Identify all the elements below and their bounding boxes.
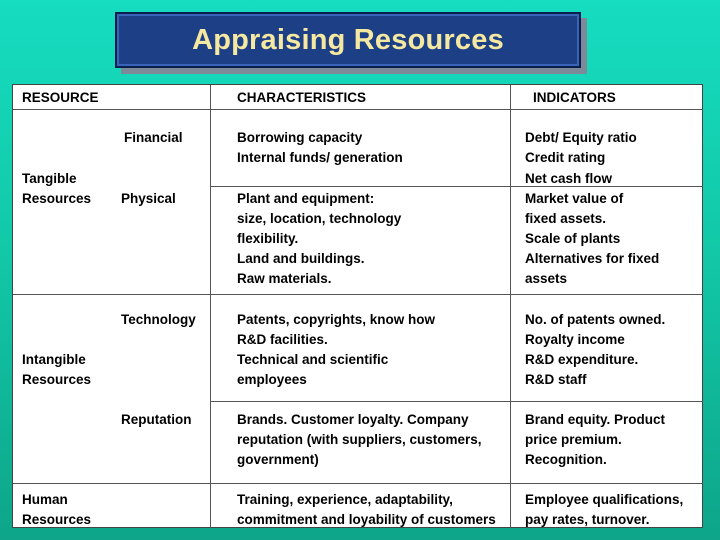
group-intangible-line1: Intangible <box>22 352 86 367</box>
sub-physical: Physical <box>121 191 176 206</box>
page-title: Appraising Resources <box>192 23 504 56</box>
physical-ind-5: assets <box>525 271 568 286</box>
reputation-char-1: Brands. Customer loyalty. Company <box>237 412 469 427</box>
technology-char-3: Technical and scientific <box>237 352 389 367</box>
physical-ind-4: Alternatives for fixed <box>525 251 660 266</box>
header-characteristics: CHARACTERISTICS <box>237 90 367 105</box>
table-divider-tangible <box>13 294 703 295</box>
table-divider-header <box>13 109 703 110</box>
group-intangible-line2: Resources <box>22 372 92 387</box>
physical-ind-3: Scale of plants <box>525 231 621 246</box>
financial-char-1: Borrowing capacity <box>237 130 363 145</box>
reputation-ind-2: price premium. <box>525 432 622 447</box>
resource-table <box>12 84 703 528</box>
table-divider-reputation <box>210 401 703 402</box>
human-ind-2: pay rates, turnover. <box>525 512 650 527</box>
financial-char-2: Internal funds/ generation <box>237 150 403 165</box>
title-box <box>115 12 581 68</box>
human-char-2: commitment and loyability of customers <box>237 512 496 527</box>
technology-char-4: employees <box>237 372 307 387</box>
technology-ind-4: R&D staff <box>525 372 587 387</box>
sub-financial: Financial <box>124 130 183 145</box>
physical-ind-1: Market value of <box>525 191 624 206</box>
table-divider-intangible <box>13 483 703 484</box>
physical-ind-2: fixed assets. <box>525 211 607 226</box>
group-tangible-line1: Tangible <box>22 171 77 186</box>
physical-char-5: Raw materials. <box>237 271 332 286</box>
physical-char-4: Land and buildings. <box>237 251 365 266</box>
financial-ind-3: Net cash flow <box>525 171 613 186</box>
financial-ind-1: Debt/ Equity ratio <box>525 130 637 145</box>
group-tangible-line2: Resources <box>22 191 92 206</box>
technology-char-1: Patents, copyrights, know how <box>237 312 436 327</box>
reputation-char-3: government) <box>237 452 319 467</box>
group-human-line1: Human <box>22 492 68 507</box>
technology-ind-1: No. of patents owned. <box>525 312 666 327</box>
human-char-1: Training, experience, adaptability, <box>237 492 453 507</box>
reputation-char-2: reputation (with suppliers, customers, <box>237 432 482 447</box>
financial-ind-2: Credit rating <box>525 150 606 165</box>
human-ind-1: Employee qualifications, <box>525 492 684 507</box>
header-indicators: INDICATORS <box>533 90 616 105</box>
technology-ind-3: R&D expenditure. <box>525 352 639 367</box>
table-divider-v1 <box>210 85 211 528</box>
table-divider-physical <box>210 186 703 187</box>
physical-char-3: flexibility. <box>237 231 299 246</box>
physical-char-1: Plant and equipment: <box>237 191 375 206</box>
table-divider-v2 <box>510 85 511 528</box>
reputation-ind-1: Brand equity. Product <box>525 412 666 427</box>
physical-char-2: size, location, technology <box>237 211 402 226</box>
technology-char-2: R&D facilities. <box>237 332 328 347</box>
header-resource: RESOURCE <box>22 90 99 105</box>
reputation-ind-3: Recognition. <box>525 452 607 467</box>
sub-reputation: Reputation <box>121 412 192 427</box>
technology-ind-2: Royalty income <box>525 332 625 347</box>
sub-technology: Technology <box>121 312 196 327</box>
group-human-line2: Resources <box>22 512 92 527</box>
